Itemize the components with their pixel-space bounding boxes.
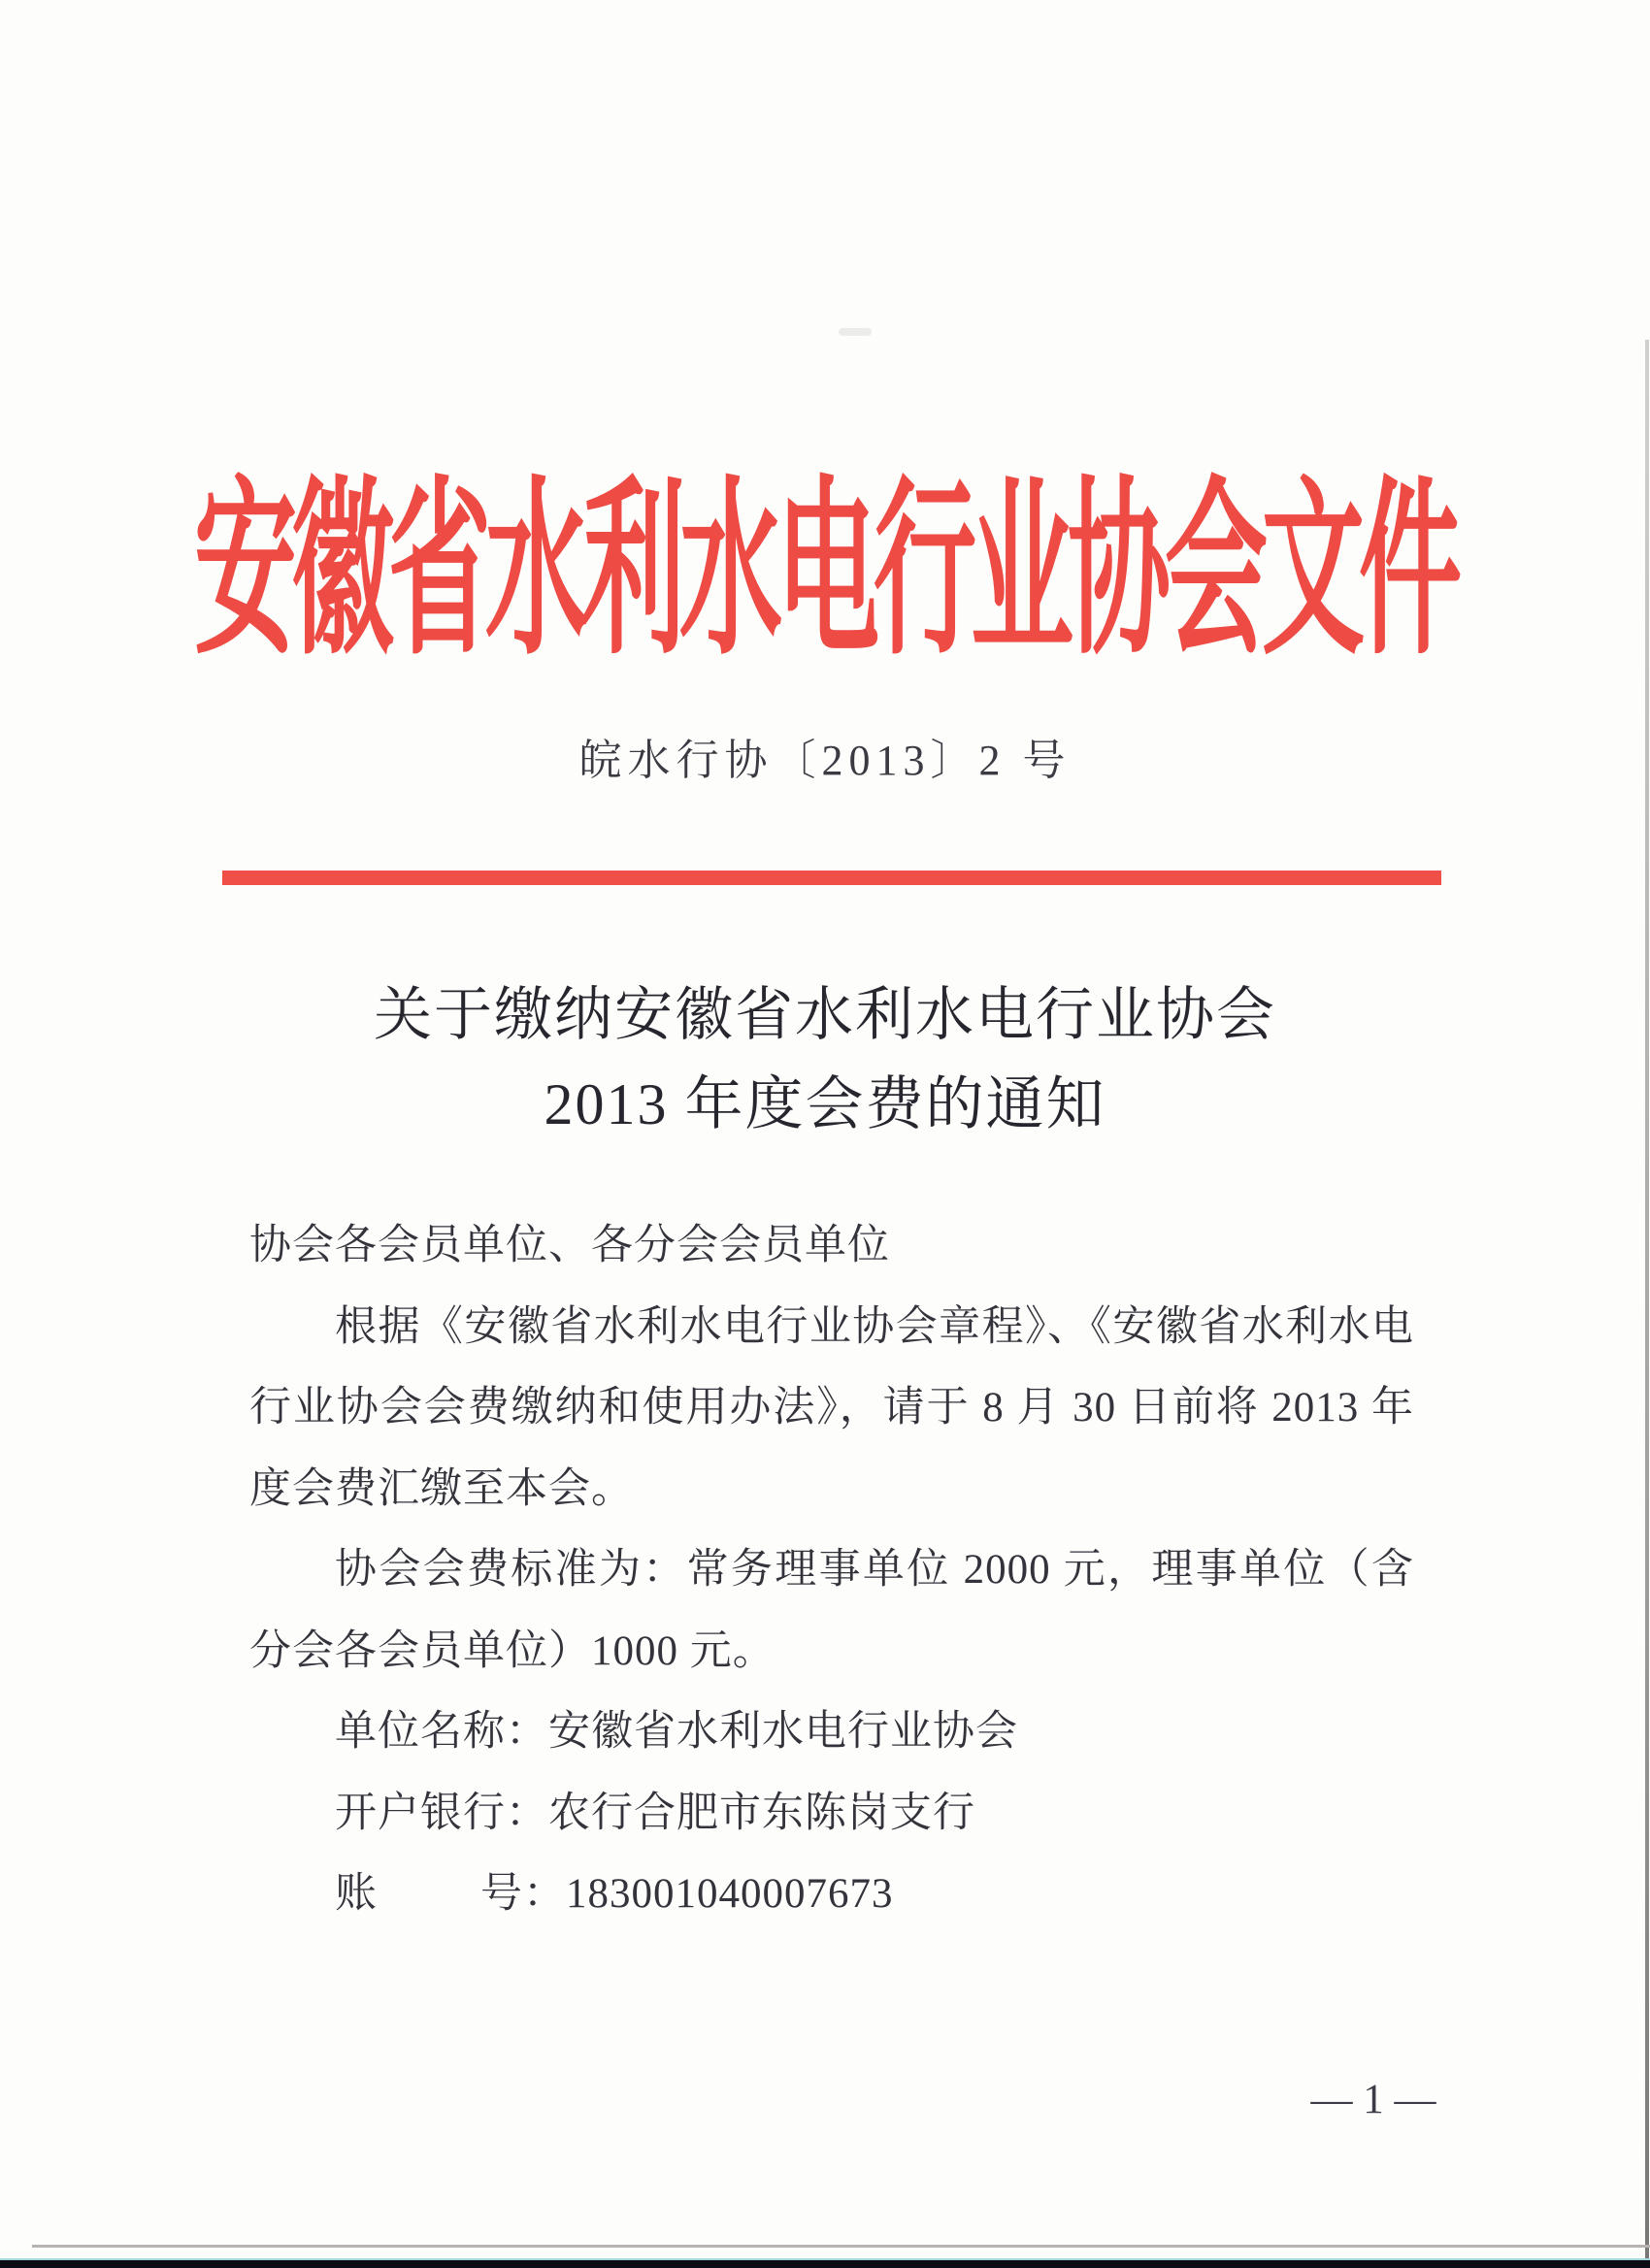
red-separator-rule: [222, 871, 1441, 885]
paragraph-fee-standard-line-2: 分会各会员单位）1000 元。: [249, 1627, 776, 1674]
document-number: 皖水行协〔2013〕2 号: [578, 737, 1072, 784]
unit-name-line: 单位名称：安徽省水利水电行业协会: [335, 1709, 1018, 1755]
salutation-line: 协会各会员单位、各分会会员单位: [249, 1223, 890, 1268]
paragraph-fee-standard-line-1: 协会会费标准为：常务理事单位 2000 元，理事单位（含: [335, 1547, 1414, 1593]
scan-bottom-black-band: [0, 2258, 1650, 2268]
paragraph-basis-line-3: 度会费汇缴至本会。: [249, 1465, 634, 1512]
account-label-left: 账: [335, 1871, 378, 1917]
account-label-right: 号：183001040007673: [480, 1871, 894, 1917]
bank-line: 开户银行：农行合肥市东陈岗支行: [335, 1790, 975, 1836]
page-number: — 1 —: [1310, 2077, 1436, 2122]
letterhead-title: 安徽省水利水电行业协会文件: [194, 466, 1456, 677]
scan-paper-edge-line: [32, 2245, 1650, 2248]
document-title-line-1: 关于缴纳安徽省水利水电行业协会: [374, 983, 1276, 1047]
scan-right-edge-shadow: [1645, 340, 1649, 2268]
letterhead: [0, 466, 1650, 677]
document-title: [0, 970, 1650, 1149]
scan-smudge: [839, 328, 872, 336]
document-title-line-2: 2013 年度会费的通知: [544, 1072, 1106, 1136]
paragraph-basis-line-1: 根据《安徽省水利水电行业协会章程》、《安徽省水利水电: [335, 1303, 1414, 1350]
document-body: [249, 1205, 1414, 1935]
paragraph-basis-line-2: 行业协会会费缴纳和使用办法》，请于 8 月 30 日前将 2013 年: [249, 1385, 1414, 1430]
account-number-line: [249, 1854, 1414, 1935]
